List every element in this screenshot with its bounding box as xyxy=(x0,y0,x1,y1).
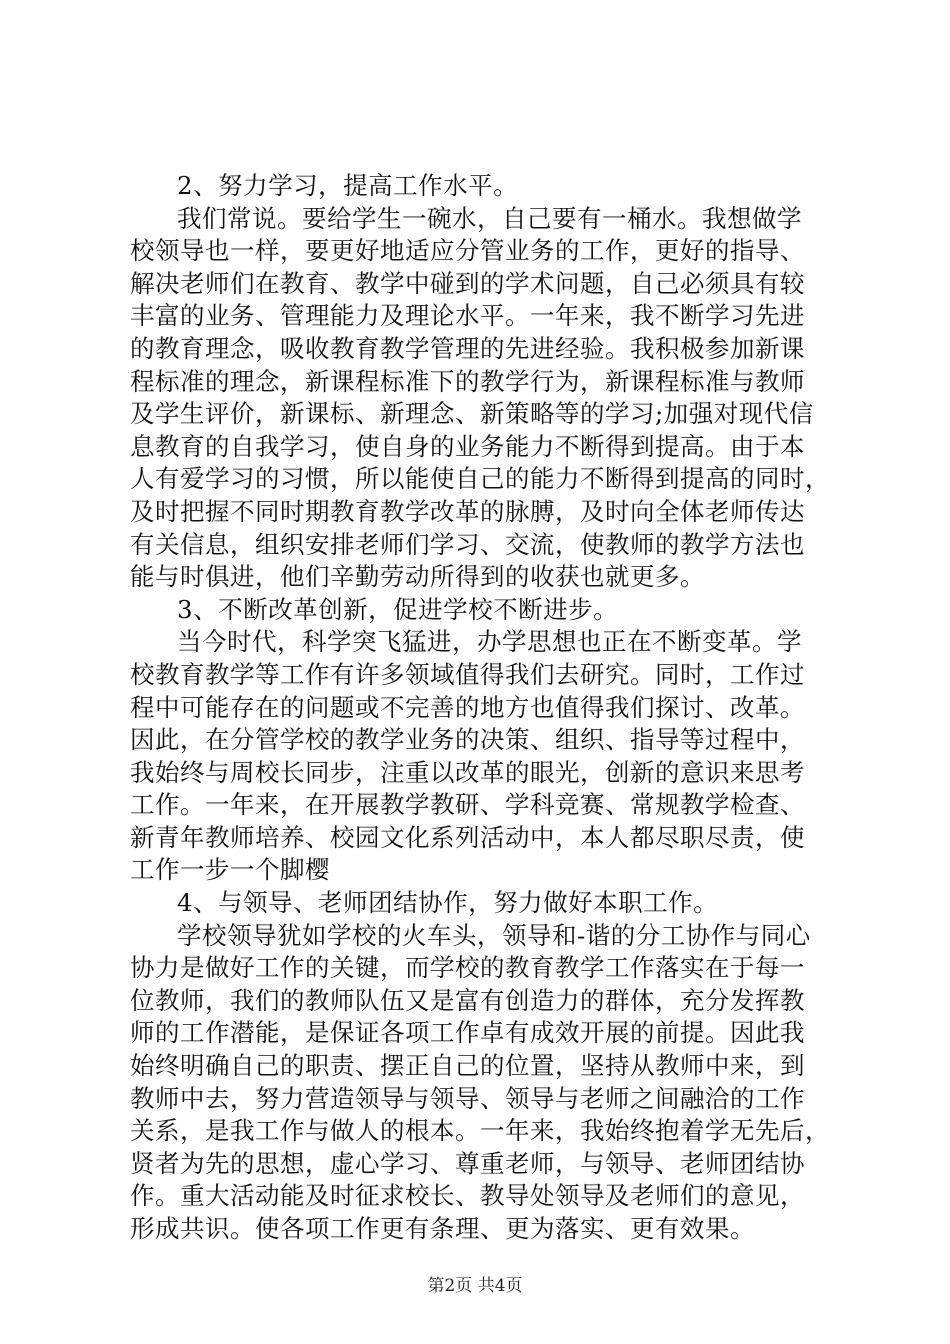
document-body xyxy=(130,170,850,1246)
paragraph-line: 当今时代，科学突飞猛进，办学思想也正在不断变革。学 xyxy=(177,627,802,657)
paragraph-line: 丰富的业务、管理能力及理论水平。一年来，我不断学习先进 xyxy=(130,301,805,331)
paragraph-line: 有关信息，组织安排老师们学习、交流，使教师的教学方法也 xyxy=(130,529,805,559)
paragraph-line: 协力是做好工作的关键，而学校的教育教学工作落实在于每一 xyxy=(130,953,805,983)
section-heading-4: 4、与领导、老师团结协作，努力做好本职工作。 xyxy=(177,888,719,918)
paragraph-line: 校领导也一样，要更好地适应分管业务的工作，更好的指导、 xyxy=(130,236,805,266)
paragraph-line: 形成共识。使各项工作更有条理、更为落实、更有效果。 xyxy=(130,1214,755,1243)
paragraph-line: 解决老师们在教育、教学中碰到的学术问题，自己必须具有较 xyxy=(130,268,805,298)
paragraph-line: 人有爱学习的习惯，所以能使自己的能力不断得到提高的同时， xyxy=(130,464,830,494)
paragraph-line: 始终明确自己的职责、摆正自己的位置，坚持从教师中来，到 xyxy=(130,1051,805,1081)
paragraph-line: 教师中去，努力营造领导与领导、领导与老师之间融洽的工作 xyxy=(130,1083,805,1113)
paragraph-line: 关系，是我工作与做人的根本。一年来，我始终抱着学无先后， xyxy=(130,1116,830,1146)
paragraph-line: 我始终与周校长同步，注重以改革的眼光，创新的意识来思考 xyxy=(130,757,805,787)
paragraph-line: 工作一步一个脚樱 xyxy=(130,855,330,885)
paragraph-line: 能与时俱进，他们辛勤劳动所得到的收获也就更多。 xyxy=(130,562,705,592)
section-heading-2: 2、努力学习，提高工作水平。 xyxy=(177,171,519,200)
paragraph-line: 因此，在分管学校的教学业务的决策、组织、指导等过程中， xyxy=(130,725,805,755)
section-heading-3: 3、不断改革创新，促进学校不断进步。 xyxy=(177,594,619,624)
paragraph-line: 校教育教学等工作有许多领域值得我们去研究。同时，工作过 xyxy=(130,659,805,689)
paragraph-line: 作。重大活动能及时征求校长、教导处领导及老师们的意见， xyxy=(130,1181,805,1211)
paragraph-line: 学校领导犹如学校的火车头，领导和-谐的分工协作与同心 xyxy=(177,920,811,950)
page-number-footer: 第2页 共4页 xyxy=(427,1276,523,1296)
paragraph-line: 息教育的自我学习，使自身的业务能力不断得到提高。由于本 xyxy=(130,431,805,461)
paragraph-line: 新青年教师培养、校园文化系列活动中，本人都尽职尽责，使 xyxy=(130,822,805,852)
paragraph-line: 程中可能存在的问题或不完善的地方也值得我们探讨、改革。 xyxy=(130,692,805,722)
paragraph-line: 及学生评价，新课标、新理念、新策略等的学习;加强对现代信 xyxy=(130,399,814,429)
paragraph-line: 我们常说。要给学生一碗水，自己要有一桶水。我想做学 xyxy=(177,203,802,233)
paragraph-line: 程标准的理念，新课程标准下的教学行为，新课程标准与教师 xyxy=(130,366,805,396)
paragraph-line: 位教师，我们的教师队伍又是富有创造力的群体，充分发挥教 xyxy=(130,985,805,1015)
paragraph-line: 及时把握不同时期教育教学改革的脉膊，及时向全体老师传达 xyxy=(130,496,805,526)
paragraph-line: 的教育理念，吸收教育教学管理的先进经验。我积极参加新课 xyxy=(130,333,805,363)
paragraph-line: 师的工作潜能，是保证各项工作卓有成效开展的前提。因此我 xyxy=(130,1018,805,1048)
paragraph-line: 贤者为先的思想，虚心学习、尊重老师，与领导、老师团结协 xyxy=(130,1148,805,1178)
paragraph-line: 工作。一年来，在开展教学教研、学科竞赛、常规教学检查、 xyxy=(130,790,805,820)
